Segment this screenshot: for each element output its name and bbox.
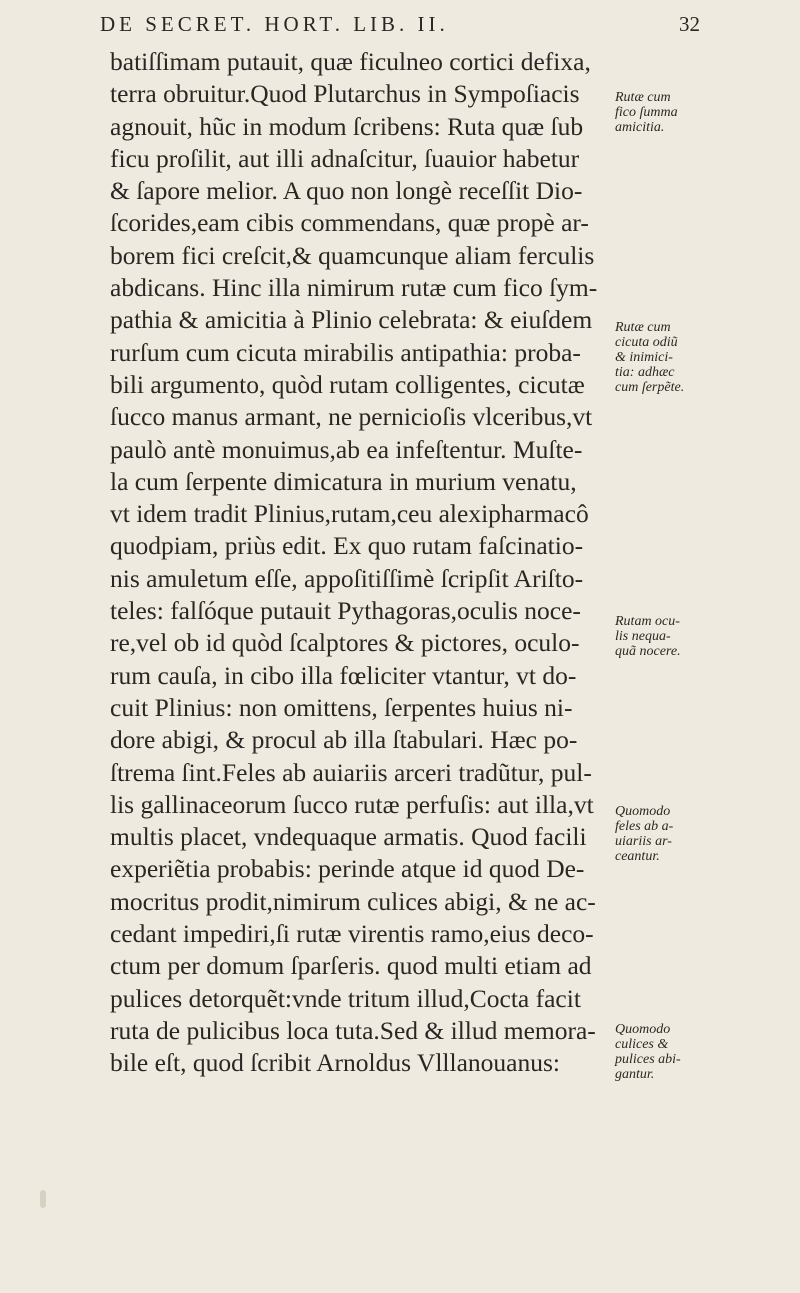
margin-note-line: cicuta odiũ [615, 335, 678, 350]
text-line: ſtrema ſint.Feles ab auiariis arceri tradũtur, pul- [110, 757, 592, 787]
margin-note-line: ceantur. [615, 849, 660, 864]
text-line: ficu proſilit, aut illi adnaſcitur, ſuauior habetur [110, 143, 580, 173]
margin-note-line: Quomodo [615, 1022, 671, 1037]
margin-note-line: Quomodo [615, 804, 671, 819]
text-line: agnouit, hũc in modum ſcribens: Ruta quæ ſub [110, 111, 584, 141]
text-line: bili argumento, quòd rutam colligentes, cicutæ [110, 369, 585, 399]
text-line: ruta de pulicibus loca tuta.Sed & illud memora- [110, 1015, 596, 1045]
margin-note-line: uiariis ar- [615, 834, 672, 849]
margin-note-line: Rutam ocu- [615, 614, 680, 629]
text-line: rurſum cum cicuta mirabilis antipathia: proba- [110, 337, 581, 367]
text-line: ſucco manus armant, ne pernicioſis vlceribus,vt [110, 402, 593, 432]
margin-note-line: Rutæ cum [615, 90, 671, 105]
text-line: multis placet, vndequaque armatis. Quod facili [110, 822, 587, 852]
margin-note-line: culices & [615, 1037, 669, 1052]
text-line: pulices detorquẽt:vnde tritum illud,Cocta facit [110, 983, 581, 1013]
text-line: vt idem tradit Plinius,rutam,ceu alexipharmacô [110, 499, 589, 529]
text-line: & ſapore melior. A quo non longè receſſit Dio- [110, 176, 583, 206]
text-line: experiẽtia probabis: perinde atque id quod De- [110, 854, 585, 884]
text-line: ctum per domum ſparſeris. quod multi etiam ad [110, 951, 592, 981]
text-line: abdicans. Hinc illa nimirum rutæ cum fico ſym- [110, 273, 598, 303]
text-line: pathia & amicitia à Plinio celebrata: & eiuſdem [110, 305, 593, 335]
margin-note-line: pulices abi- [615, 1052, 681, 1067]
text-line: paulò antè monuimus,ab ea infeſtentur. Muſte- [110, 434, 583, 464]
text-line: cuit Plinius: non omittens, ſerpentes huius ni- [110, 692, 573, 722]
text-line: bile eſt, quod ſcribit Arnoldus Vlllanouanus: [110, 1048, 560, 1078]
page-number: 32 [679, 12, 700, 36]
text-line: rum cauſa, in cibo illa fœliciter vtantur, vt do- [110, 660, 577, 690]
margin-note-line: quã nocere. [615, 644, 681, 659]
margin-note-line: gantur. [615, 1067, 655, 1082]
text-line: nis amuletum eſſe, appoſitiſſimè ſcripſit Ariſto- [110, 563, 584, 593]
margin-note-line: feles ab a- [615, 819, 674, 834]
margin-note-line: fico ſumma [615, 105, 678, 120]
text-line: terra obruitur.Quod Plutarchus in Sympoſiacis [110, 79, 580, 109]
text-line: teles: falſóque putauit Pythagoras,oculis noce- [110, 596, 581, 626]
text-line: dore abigi, & procul ab illa ſtabulari. Hæc po- [110, 725, 578, 755]
margin-note-line: Rutæ cum [615, 320, 671, 335]
running-header [100, 12, 700, 42]
text-line: re,vel ob id quòd ſcalptores & pictores, oculo- [110, 628, 580, 658]
margin-note-line: lis nequa- [615, 629, 671, 644]
margin-note-ruta-fico [615, 90, 715, 135]
text-line: lis gallinaceorum ſucco rutæ perfuſis: aut illa,vt [110, 789, 594, 819]
text-line: borem fici creſcit,& quamcunque aliam ferculis [110, 240, 595, 270]
ink-blot [40, 1190, 46, 1208]
margin-note-line: & inimici- [615, 350, 673, 365]
text-line: mocritus prodit,nimirum culices abigi, & ne ac- [110, 886, 596, 916]
text-line: quodpiam, priùs edit. Ex quo rutam faſcinatio- [110, 531, 584, 561]
text-line: la cum ſerpente dimicatura in murium venatu, [110, 466, 577, 496]
margin-note-ruta-oculis [615, 614, 715, 659]
text-line: batiſſimam putauit, quæ ficulneo cortici defixa, [110, 47, 591, 76]
margin-note-line: amicitia. [615, 120, 665, 135]
main-text-column [110, 46, 610, 1080]
margin-note-line: tia: adhæc [615, 365, 675, 380]
margin-note-culices [615, 1022, 715, 1082]
margin-note-ruta-cicuta [615, 320, 715, 395]
margin-note-line: cum ſerpẽte. [615, 380, 685, 395]
running-title: DE SECRET. HORT. LIB. II. [100, 12, 449, 36]
text-line: ſcorides,eam cibis commendans, quæ propè ar- [110, 208, 589, 238]
text-line: cedant impediri,ſi rutæ virentis ramo,eius deco- [110, 919, 594, 949]
margin-note-feles [615, 804, 715, 864]
